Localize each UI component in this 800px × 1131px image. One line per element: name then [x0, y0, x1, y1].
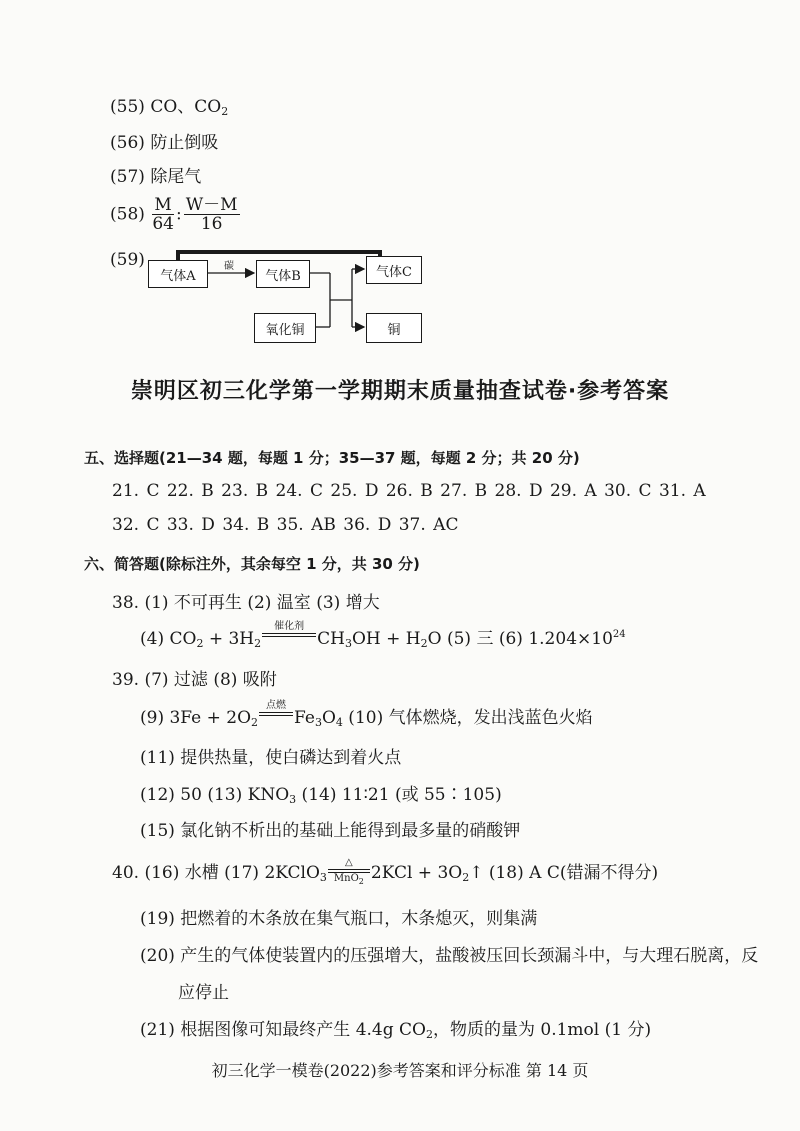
q38-line2: (4) $CO_2 + 3H_2$ 催化剂 $CH_3OH + H_2O$ (5) 三 (6) $1.204\times 10^{24}$ [140, 620, 626, 650]
page-title: 崇明区初三化学第一学期期末质量抽查试卷·参考答案 [130, 379, 670, 404]
box-copper-oxide: 氧化铜 [254, 313, 316, 343]
answer-55: (55) CO、$CO_2$ [110, 97, 229, 118]
q39-line3: (11) 提供热量，使白磷达到着火点 [140, 748, 402, 768]
fraction-1: $\frac{M}{64}$ [152, 195, 174, 234]
q39-line1: 39. (7) 过滤 (8) 吸附 [112, 670, 277, 690]
section-5-heading: 五、选择题(21—34 题，每题 1 分；35—37 题，每题 2 分；共 20 分) [84, 449, 580, 467]
arrow-label-carbon: 碳 [224, 261, 234, 272]
box-gas-a: 气体A [148, 260, 208, 288]
page-footer: 初三化学一模卷(2022)参考答案和评分标准 第 14 页 [211, 1061, 589, 1080]
answer-59-label: (59) [110, 250, 145, 270]
q39-line5: (15) 氯化钠不析出的基础上能得到最多量的硝酸钾 [140, 821, 521, 841]
q40-line3b: 应停止 [178, 983, 229, 1003]
box-gas-b: 气体B [256, 260, 310, 288]
q38-line1: 38. (1) 不可再生 (2) 温室 (3) 增大 [112, 593, 380, 613]
box-copper: 铜 [366, 313, 422, 343]
fraction-2: $\frac{W-M}{16}$ [185, 195, 238, 234]
box-gas-c: 气体C [366, 256, 422, 284]
q40-line2: (19) 把燃着的木条放在集气瓶口，木条熄灭，则集满 [140, 909, 538, 929]
answer-56: (56) 防止倒吸 [110, 133, 219, 153]
section-5-answers-row1: 21. C 22. B 23. B 24. C 25. D 26. B 27. B 28. D 29. A 30. C 31. A [112, 481, 706, 501]
q39-line4: (12) 50 (13) $KNO_3$ (14) 11∶21 (或 55∶105) [140, 785, 502, 806]
q39-line2: (9) $3Fe + 2O_2$ 点燃 $Fe_3O_4$ (10) 气体燃烧，发出浅蓝色火焰 [140, 699, 593, 729]
section-6-heading: 六、简答题(除标注外，其余每空 1 分，共 30 分) [84, 555, 420, 573]
reaction-condition-heat-catalyst: △ MnO$_2$ [328, 857, 370, 885]
section-5-answers-row2: 32. C 33. D 34. B 35. AB 36. D 37. AC [112, 515, 459, 535]
reaction-condition-catalyst: 催化剂 [262, 621, 316, 649]
answer-58: (58) $\frac{M}{64}$ : $\frac{W-M}{16}$ [110, 195, 238, 234]
q40-line1: 40. (16) 水槽 (17) 2KClO$_3$ △ MnO$_2$ $2KCl + 3O_2↑$ (18) A C(错漏不得分) [112, 856, 659, 886]
q40-line3a: (20) 产生的气体使装置内的压强增大，盐酸被压回长颈漏斗中，与大理石脱离，反 [140, 946, 759, 966]
answer-57: (57) 除尾气 [110, 167, 202, 187]
q40-line4: (21) 根据图像可知最终产生 4.4g $CO_2$，物质的量为 0.1mol (1 分) [140, 1020, 652, 1041]
reaction-condition-ignite: 点燃 [259, 700, 293, 728]
